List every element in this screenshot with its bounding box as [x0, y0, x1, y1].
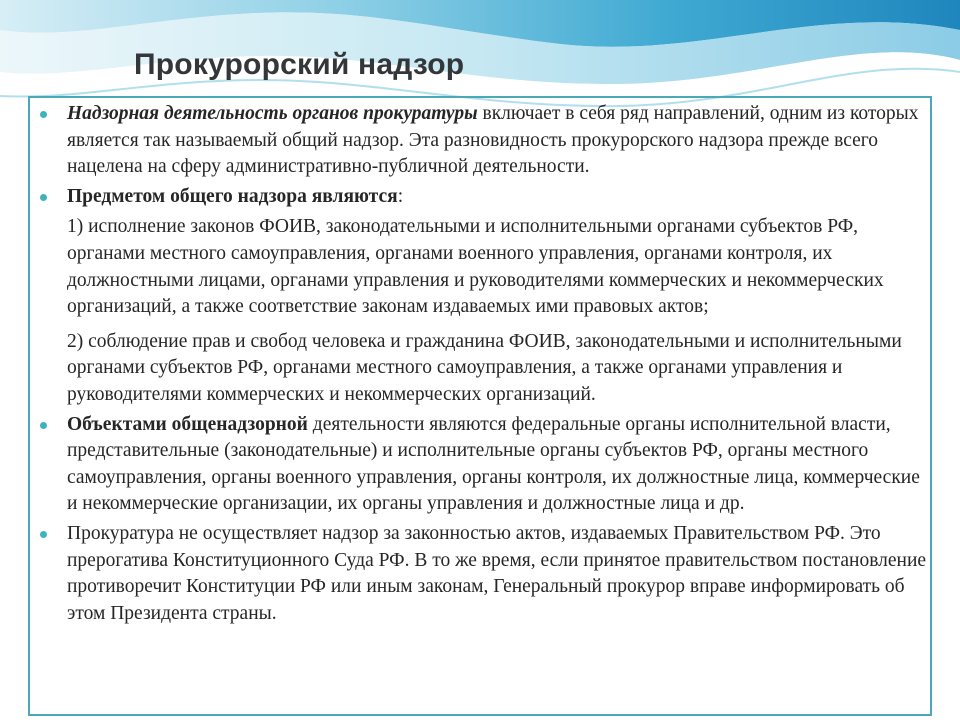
bullet-item: [38, 521, 928, 627]
bullet-text: включает в себя ряд направлений, одним из которых является так называемый общий надзор. Эта разновидность прокурорского надзора прежде всего нацелена на сферу административно-публичной деятельности.: [67, 103, 919, 178]
bullet-item: [38, 412, 928, 518]
bullet-list: [38, 101, 928, 630]
bullet-text: :: [397, 185, 404, 207]
bullet-lead: Надзорная деятельность органов прокуратуры: [67, 103, 478, 124]
sub-item: 1) исполнение законов ФОИВ, законодательными и исполнительными органами субъектов РФ, органами местного самоуправления, органами военного управления, органами контроля, их должностными лицами, органами управления и руководителями коммерческих и некоммерческих организаций, а также соответствие законам издаваемых ими правовых актов;: [67, 216, 884, 318]
slide-title: Прокурорский надзор: [134, 48, 465, 81]
sub-item: 2) соблюдение прав и свобод человека и гражданина ФОИВ, законодательными и исполнительными органами субъектов РФ, органами местного самоуправления, а также органами управления и руководителями коммерческих и некоммерческих организаций.: [67, 330, 902, 405]
bullet-lead: Объектами общенадзорной: [67, 413, 308, 435]
bullet-lead: Предметом общего надзора являются: [67, 185, 398, 207]
bullet-text: деятельности являются федеральные органы исполнительной власти, представительные (законодательные) и исполнительные органы субъектов РФ, органы местного самоуправления, органы военного управления, органы контроля, их должностные лица, коммерческие и некоммерческие организации, их органы управления и должностные лица и др.: [67, 413, 920, 515]
bullet-text: Прокуратура не осуществляет надзор за законностью актов, издаваемых Правительством РФ. Это прерогатива Конституционного Суда РФ. В то же время, если принятое правительством постановление противоречит Конституции РФ или иным законам, Генеральный прокурор вправе информировать об этом Президента страны.: [67, 522, 927, 624]
bullet-item: [38, 184, 928, 409]
bullet-item: [38, 101, 928, 181]
